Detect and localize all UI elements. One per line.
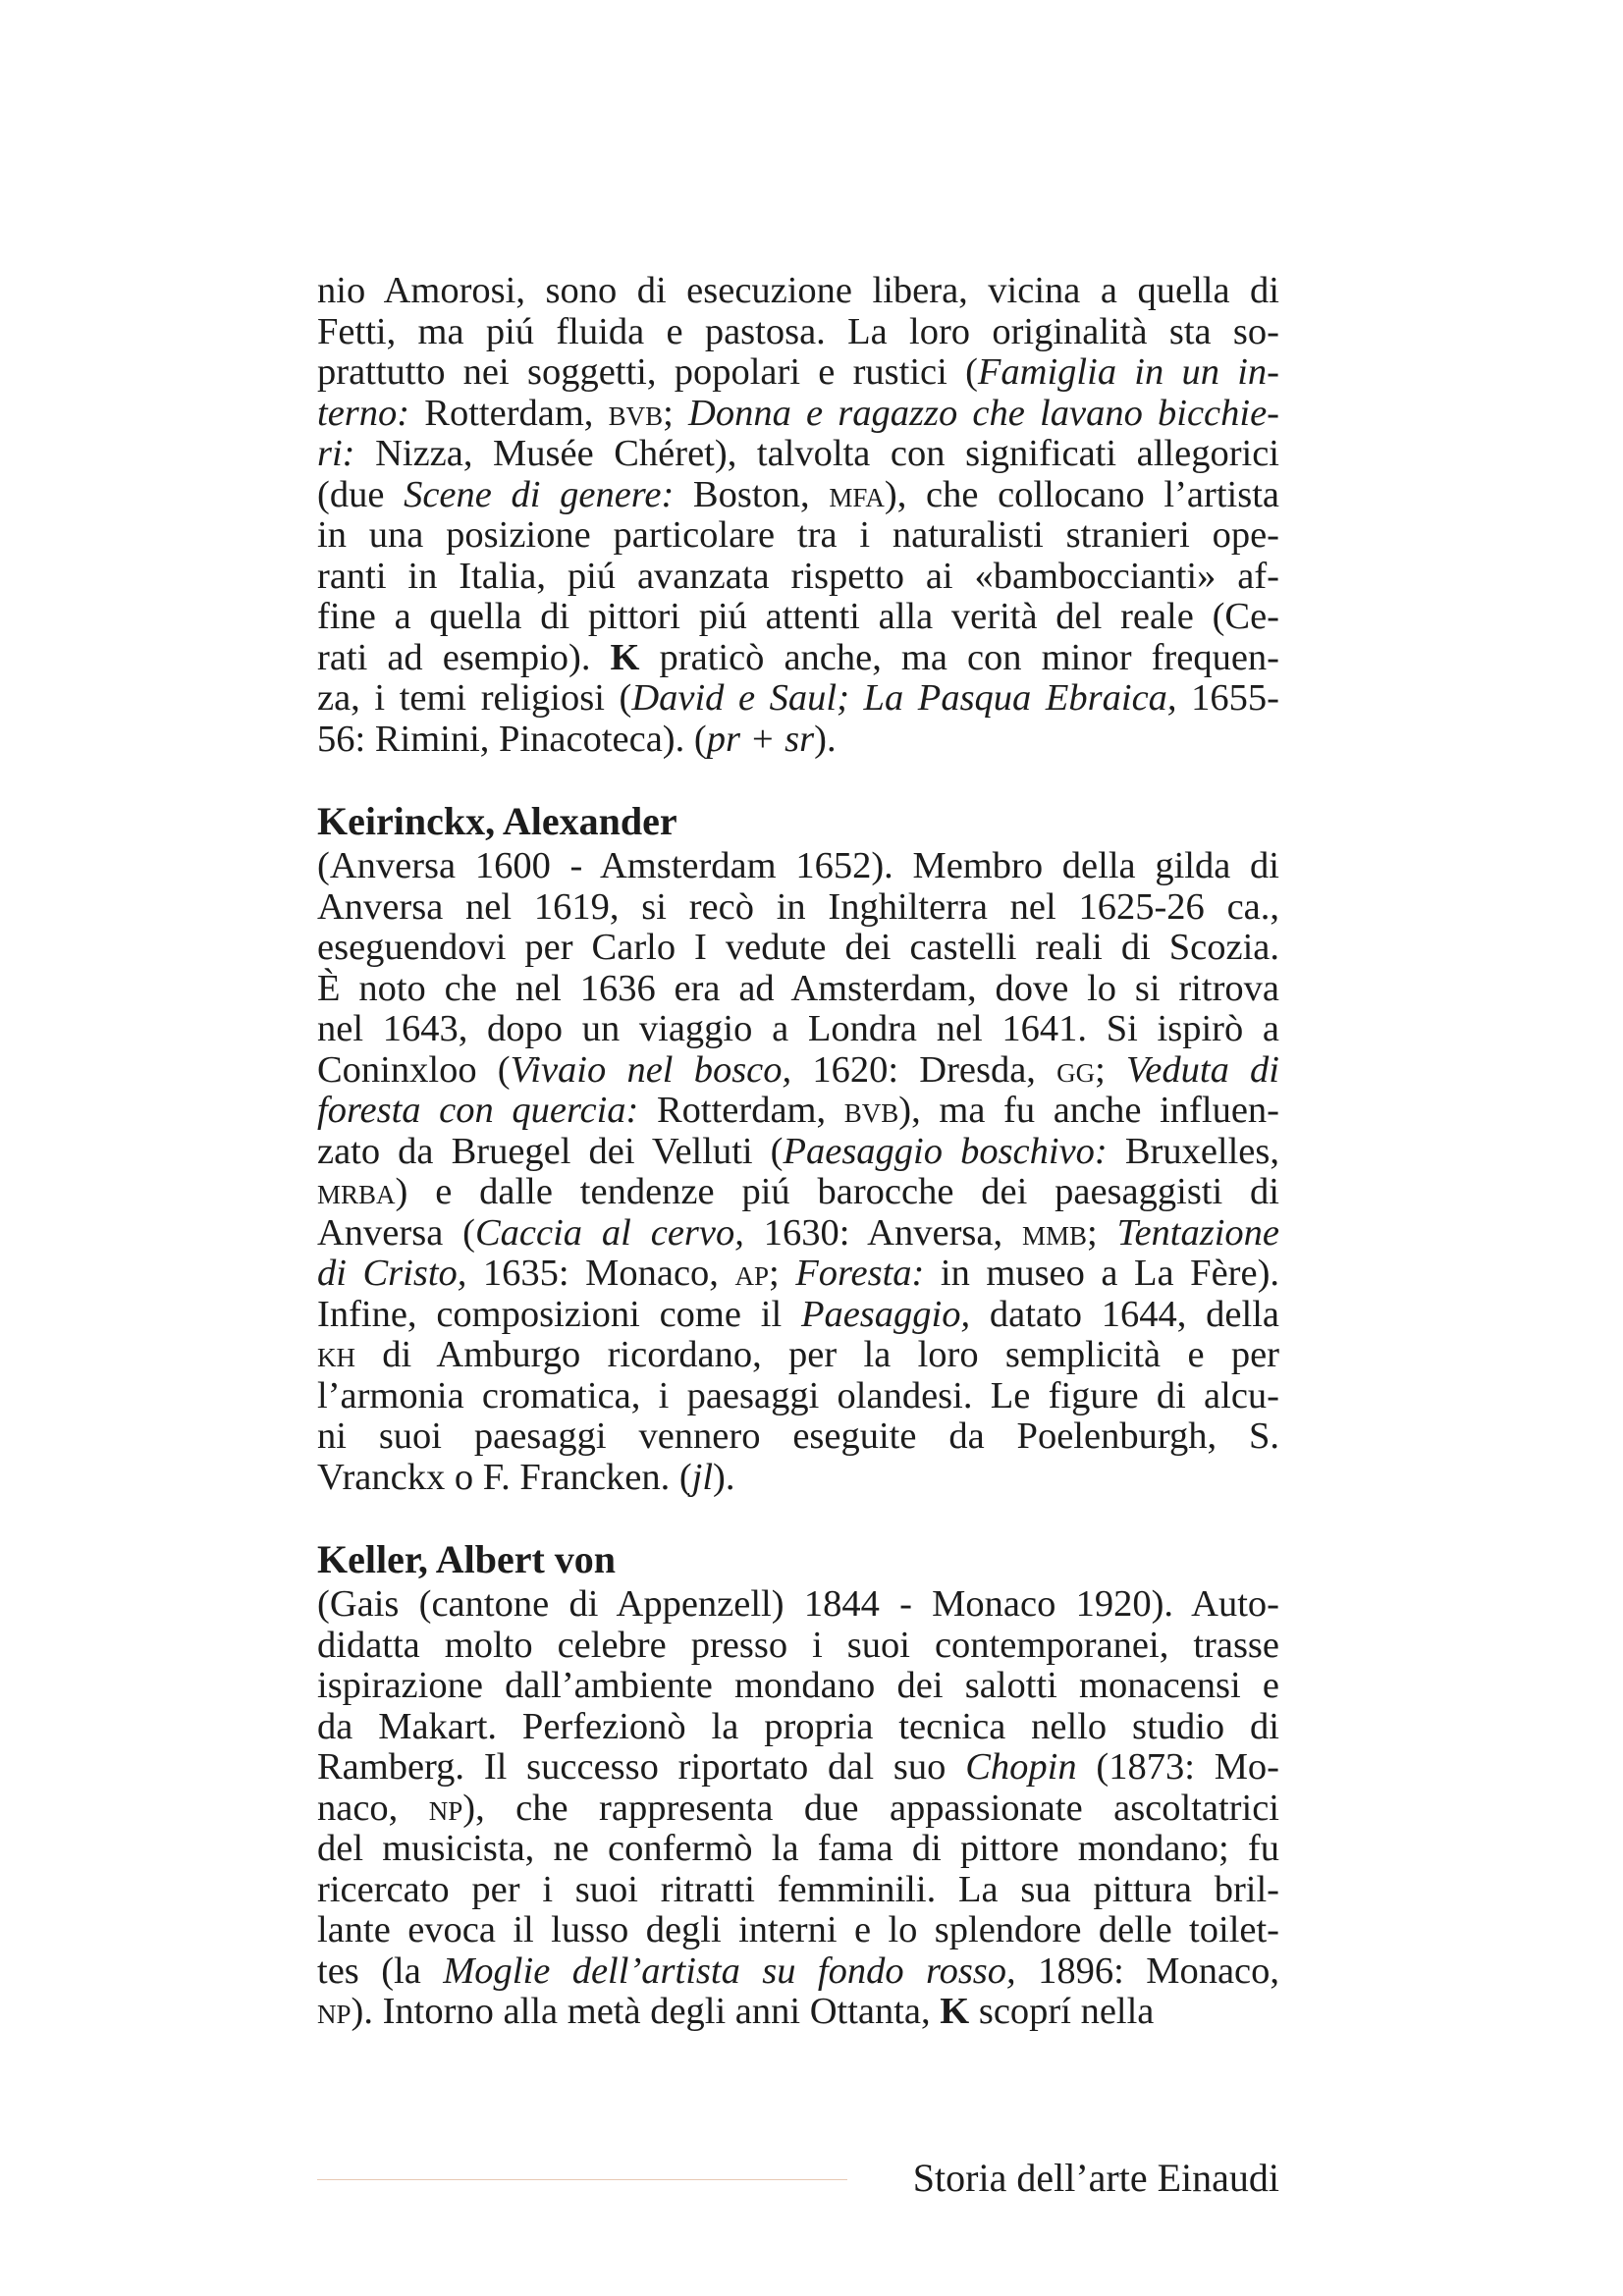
text-line [317,352,1279,394]
text-segment: nel 1643, dopo un viaggio a Londra nel 1641. Si ispirò a [317,1008,1279,1049]
text-segment: ). Intorno alla metà degli anni Ottanta, [351,1991,941,2032]
text-line [317,1910,1279,1951]
text-segment: zato da Bruegel dei Velluti ( [317,1130,784,1172]
text-line [317,475,1279,516]
text-segment: mmb [1021,1211,1087,1254]
text-line [317,434,1279,475]
text-line [317,515,1279,557]
dictionary-entries [317,799,1279,2033]
text-segment: np [317,1991,352,2032]
page-body [317,271,1279,2033]
text-segment: (Gais (cantone di Appenzell) 1844 - Monaco 1920). Auto- [317,1583,1279,1625]
text-segment: ; [1095,1048,1127,1091]
text-segment: ) e dalle tendenze piú barocche dei paesaggisti di [395,1171,1279,1212]
text-segment: kh [317,1334,355,1375]
text-line [317,1335,1279,1376]
text-line [317,1254,1279,1295]
text-segment: K [940,1991,970,2032]
text-segment: scoprí nella [969,1991,1155,2032]
text-segment: ap [734,1253,769,1294]
text-line [317,678,1279,720]
text-segment: del musicista, ne confermò la fama di pittore mondano; fu [317,1828,1279,1869]
text-segment: 1630: Anversa, [743,1211,1022,1254]
text-segment: Tentazione [1116,1211,1280,1254]
text-segment: Vranckx o F. Francken. ( [317,1456,692,1498]
text-segment: Anversa ( [317,1211,475,1254]
text-segment: di Cristo, [317,1253,467,1294]
text-segment: prattutto nei soggetti, popolari e rustici ( [317,351,978,393]
text-line [317,1829,1279,1870]
text-segment: datato 1644, della [970,1293,1280,1335]
text-line [317,1747,1279,1789]
text-line [317,846,1279,887]
text-line [317,1132,1279,1173]
entry-title: Keirinckx, Alexander [317,799,677,843]
page-footer [317,2132,1279,2200]
text-segment: ranti in Italia, piú avanzata rispetto ai «bamboccianti» af- [317,555,1279,597]
text-segment: Famiglia in un in- [977,351,1279,393]
text-line [317,1789,1279,1830]
text-segment: ; [768,1253,796,1294]
text-segment: Donna e ragazzo che lavano bicchie- [688,392,1279,434]
text-segment: David e Saul; La Pasqua Ebraica, [631,677,1177,719]
text-segment: in una posizione particolare tra i naturalisti stranieri ope- [317,514,1279,556]
text-segment: Caccia al cervo, [474,1211,744,1254]
text-segment: in museo a La Fère). [924,1253,1280,1294]
text-segment: ni suoi paesaggi vennero eseguite da Poelenburgh, S. [317,1415,1279,1457]
text-segment: Rotterdam, [638,1090,844,1131]
text-segment: (Anversa 1600 - Amsterdam 1652). Membro della gilda di [317,845,1279,886]
text-segment: Anversa nel 1619, si recò in Inghilterra nel 1625-26 ca., [317,885,1279,928]
text-segment: Veduta di [1126,1048,1279,1091]
text-line [317,1707,1279,1748]
text-segment: praticò anche, ma con minor frequen- [639,636,1279,678]
text-segment: terno: [317,392,410,434]
text-segment: gg [1056,1048,1096,1091]
text-segment: ri: [317,433,355,474]
text-segment: Moglie dell’artista su fondo rosso, [443,1949,1016,1992]
text-segment: foresta con quercia: [317,1090,639,1131]
text-segment: ), che collocano l’artista [884,473,1279,515]
text-line [317,597,1279,638]
text-line [317,1626,1279,1667]
text-segment: 1896: Monaco, [1015,1949,1280,1992]
footer-title: Storia dell’arte Einaudi [912,2156,1279,2200]
text-segment: ), ma fu anche influen- [898,1090,1279,1131]
text-line [317,1992,1279,2033]
text-segment: ; [1087,1211,1117,1254]
text-segment: Coninxloo ( [317,1048,511,1091]
text-segment: Chopin [965,1746,1077,1788]
text-line [317,969,1279,1010]
text-line [317,1295,1279,1336]
text-segment: 56: Rimini, Pinacoteca). ( [317,718,707,760]
text-segment: rati ad esempio). [317,636,611,678]
text-segment: mrba [317,1171,396,1212]
text-line [317,1050,1279,1092]
text-line [317,887,1279,929]
text-segment: Paesaggio, [800,1293,971,1335]
text-segment: ; [663,392,689,434]
text-segment: jl [691,1456,714,1498]
text-segment: (due [317,473,405,515]
text-segment: mfa [829,473,885,515]
text-segment: Vivaio nel bosco, [510,1048,792,1091]
text-segment: ). [814,718,837,760]
text-line [317,1009,1279,1050]
text-line [317,1172,1279,1213]
text-segment: (1873: Mo- [1076,1746,1280,1788]
text-segment: ricercato per i suoi ritratti femminili. La sua pittura bril- [317,1868,1279,1910]
text-segment: È noto che nel 1636 era ad Amsterdam, dove lo si ritrova [317,967,1279,1009]
text-line [317,1666,1279,1707]
text-segment: 1620: Dresda, [791,1048,1057,1091]
text-line [317,394,1279,435]
text-segment: Bruxelles, [1107,1130,1279,1172]
text-segment: tes (la [317,1949,444,1992]
entry-body [317,1584,1279,2033]
entry-title: Keller, Albert von [317,1537,617,1581]
text-line [317,1458,1279,1499]
text-segment: za, i temi religiosi ( [317,677,632,719]
text-line [317,1870,1279,1911]
text-line [317,1584,1279,1626]
text-segment: l’armonia cromatica, i paesaggi olandesi. Le figure di alcu- [317,1374,1279,1416]
text-segment: fine a quella di pittori piú attenti alla verità del reale (Ce- [317,596,1279,637]
text-segment: bvb [608,392,664,434]
text-segment: nio Amorosi, sono di esecuzione libera, vicina a quella di [317,270,1279,311]
text-line [317,271,1279,312]
text-segment: Foresta: [795,1253,925,1294]
text-line [317,928,1279,969]
text-segment: Boston, [674,473,830,515]
text-segment: bvb [843,1090,899,1131]
text-segment: Scene di genere: [404,473,675,515]
text-line [317,1213,1279,1255]
text-line [317,1091,1279,1132]
text-segment: ), che rappresenta due appassionate ascoltatrici [462,1787,1279,1829]
text-segment: Ramberg. Il successo riportato dal suo [317,1746,966,1788]
text-segment: Infine, composizioni come il [317,1293,801,1335]
text-line [317,1951,1279,1993]
text-line [317,557,1279,598]
text-segment: K [610,636,640,678]
text-line [317,1416,1279,1458]
text-segment: Nizza, Musée Chéret), talvolta con significati allegorici [354,433,1279,474]
text-segment: Fetti, ma piú fluida e pastosa. La loro originalità sta so- [317,310,1279,352]
entry [317,1537,1279,2033]
text-segment: ). [713,1456,735,1498]
text-segment: Rotterdam, [409,392,609,434]
text-line [317,720,1279,761]
text-segment: ispirazione dall’ambiente mondano dei salotti monacensi e [317,1665,1279,1706]
text-segment: 1635: Monaco, [466,1253,735,1294]
entry [317,799,1279,1498]
text-segment: eseguendovi per Carlo I vedute dei castelli reali di Scozia. [317,927,1279,968]
text-segment: Paesaggio boschivo: [783,1130,1108,1172]
text-segment: da Makart. Perfezionò la propria tecnica nello studio di [317,1705,1279,1747]
text-line [317,638,1279,679]
text-segment: 1655- [1176,677,1279,719]
text-segment: di Amburgo ricordano, per la loro semplicità e per [355,1334,1279,1375]
entry-body [317,846,1279,1498]
text-segment: np [428,1787,463,1829]
text-segment: pr + sr [706,718,815,760]
text-segment: naco, [317,1787,429,1829]
continuation-paragraph [317,271,1279,760]
text-line [317,312,1279,353]
text-segment: lante evoca il lusso degli interni e lo splendore delle toilet- [317,1909,1279,1950]
text-line [317,1376,1279,1417]
footer-rule [317,2179,847,2180]
text-segment: didatta molto celebre presso i suoi contemporanei, trasse [317,1624,1279,1666]
